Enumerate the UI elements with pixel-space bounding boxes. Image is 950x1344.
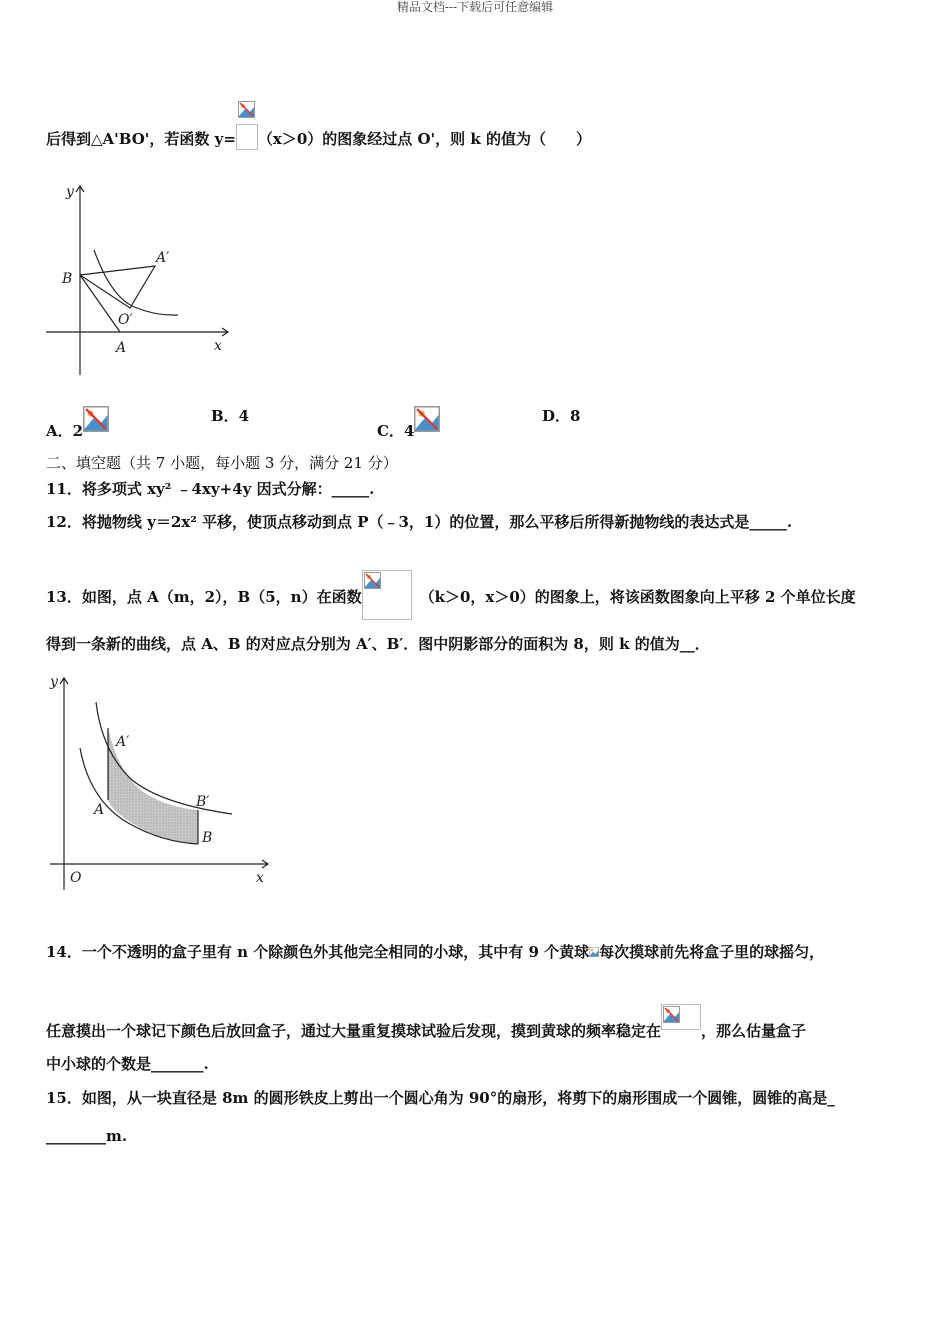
q13-line1 [46,570,856,620]
q10-text-a: 后得到△A'BO'，若函数 y= [46,130,236,148]
question-11: 11．将多项式 xy² ﹣4xy+4y 因式分解：_____. [46,480,375,498]
label-y: y [50,674,58,690]
label-b: B [202,830,213,846]
broken-image-icon [589,947,599,957]
label-b: B [62,271,73,287]
page-header: 精品文档---下载后可任意编辑 [396,0,554,14]
segment-ba [80,275,120,332]
q14-line1 [46,942,824,962]
option-b[interactable]: B．4 [211,407,250,425]
q10-formula-image [236,124,258,150]
label-x: x [256,870,264,886]
broken-image-icon [238,101,255,118]
q10-figure [42,180,237,380]
broken-image-icon [364,572,381,589]
q13-figure [42,672,274,892]
q13-text-b: （k＞0，x＞0）的图象上，将该函数图象向上平移 2 个单位长度 [419,588,856,606]
option-d[interactable]: D．8 [542,407,581,425]
label-y: y [66,184,74,200]
label-a: A [116,340,127,356]
q13-text-a: 13．如图，点 A（m，2），B（5，n）在函数 [46,588,362,606]
option-a[interactable]: A．2 [46,406,109,441]
section-2-title: 二、填空题（共 7 小题，每小题 3 分，满分 21 分） [46,454,398,472]
label-a-prime: A′ [156,250,170,266]
q14-line3: 中小球的个数是_______. [46,1055,209,1073]
label-b-prime: B′ [196,794,210,810]
q14-line2 [46,1004,806,1041]
label-a: A [94,802,105,818]
q13-line2: 得到一条新的曲线，点 A、B 的对应点分别为 A′、B′．图中阴影部分的面积为 8，则 k 的值为__． [46,635,710,653]
label-o-prime: O′ [118,312,133,328]
q13-formula-image [362,570,412,620]
option-c[interactable]: C．4 [377,406,440,441]
q14-formula-image [661,1004,701,1030]
triangle-a-prime-b-o-prime [80,266,155,308]
broken-image-icon [663,1006,680,1023]
broken-image-icon [83,406,109,432]
q10-text-b: （x＞0）的图象经过点 O'，则 k 的值为（ ） [257,130,591,148]
label-o: O [70,870,82,886]
q10-line1 [46,124,591,150]
q14-text-c: 任意摸出一个球记下颜色后放回盒子，通过大量重复摸球试验后发现，摸到黄球的频率稳定在 [46,1022,662,1040]
q14-text-b: 每次摸球前先将盒子里的球摇匀， [599,943,825,961]
q14-text-a: 14．一个不透明的盒子里有 n 个除颜色外其他完全相同的小球，其中有 9 个黄球 [46,943,590,961]
label-x: x [214,338,222,354]
broken-image-icon [414,406,440,432]
question-12: 12．将抛物线 y＝2x² 平移，使顶点移动到点 P（﹣3，1）的位置，那么平移后所得新抛物线的表达式是_____. [46,513,793,531]
q14-text-d: ，那么估量盒子 [701,1022,807,1040]
q15-line2: ________m. [46,1127,128,1145]
q15-line1: 15．如图，从一块直径是 8m 的圆形铁皮上剪出一个圆心角为 90°的扇形，将剪下的扇形围成一个圆锥，圆锥的高是_ [46,1089,835,1107]
label-a-prime: A′ [116,734,130,750]
